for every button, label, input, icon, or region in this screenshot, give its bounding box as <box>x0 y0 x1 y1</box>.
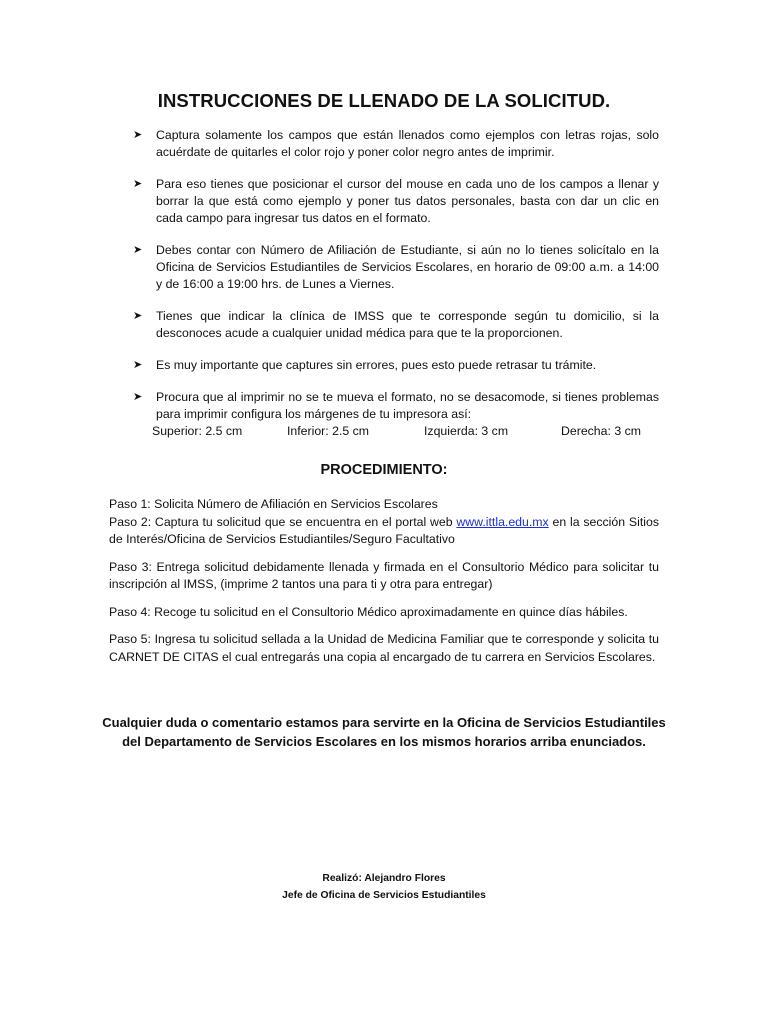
procedure-steps <box>109 496 659 666</box>
margin-left: Izquierda: 3 cm <box>424 424 509 438</box>
list-item <box>133 176 659 227</box>
signature-author: Realizó: Alejandro Flores <box>322 873 446 884</box>
arrow-bullet-icon: ➤ <box>133 129 143 141</box>
portal-link[interactable]: www.ittla.edu.mx <box>456 514 549 529</box>
arrow-bullet-icon: ➤ <box>133 391 143 403</box>
margin-top: Superior: 2.5 cm <box>152 424 243 438</box>
list-item <box>133 242 659 293</box>
arrow-bullet-icon: ➤ <box>133 310 143 322</box>
list-item <box>133 308 659 342</box>
list-item-text: Captura solamente los campos que están llenados como ejemplos con letras rojas, solo acuérdate de quitarles el color rojo y poner color negro antes de imprimir. <box>156 128 659 159</box>
step-1: Paso 1: Solicita Número de Afiliación en Servicios Escolares <box>109 497 438 511</box>
margin-bottom: Inferior: 2.5 cm <box>287 424 370 438</box>
signature-block <box>0 870 768 904</box>
list-item-text: Es muy importante que captures sin errores, pues esto puede retrasar tu trámite. <box>156 358 597 372</box>
step-5: Paso 5: Ingresa tu solicitud sellada a la Unidad de Medicina Familiar que te corresponde y solicita tu CARNET DE CITAS el cual entregarás una copia al encargado de tu carrera en Servicios Escolares. <box>109 632 659 664</box>
step-2-text: Paso 2: Captura tu solicitud que se encuentra en el portal web <box>109 514 457 529</box>
arrow-bullet-icon: ➤ <box>133 178 143 190</box>
list-item <box>133 389 659 440</box>
list-item <box>133 127 659 161</box>
step-2 <box>109 514 659 549</box>
signature-position: Jefe de Oficina de Servicios Estudiantiles <box>282 890 486 901</box>
list-item-text: Tienes que indicar la clínica de IMSS que te corresponde según tu domicilio, si la desconoces acude a cualquier unidad médica para que te la proporcionen. <box>156 309 659 340</box>
document-title: INSTRUCCIONES DE LLENADO DE LA SOLICITUD. <box>157 90 611 111</box>
list-item <box>133 357 659 374</box>
arrow-bullet-icon: ➤ <box>133 244 143 256</box>
margin-right: Derecha: 3 cm <box>561 424 641 438</box>
list-item-text: Debes contar con Número de Afiliación de Estudiante, si aún no lo tienes solicítalo en la Oficina de Servicios Estudiantiles de Servicios Escolares, en horario de 09:00 a.m. a 14:00 y de 16:00 a 19:00 hrs. de Lunes a Viernes. <box>156 243 659 291</box>
print-margins <box>152 423 659 440</box>
step-2-text-after: en la sección Sitios de Interés/Oficina de Servicios Estudiantiles/Seguro Facultativo <box>109 514 659 546</box>
instructions-list <box>133 127 659 440</box>
arrow-bullet-icon: ➤ <box>133 359 143 371</box>
list-item-text: Para eso tienes que posicionar el cursor del mouse en cada uno de los campos a llenar y borrar la que está como ejemplo y poner tus datos personales, basta con dar un clic en cada campo para ingresar tus datos en el formato. <box>156 177 659 225</box>
step-3: Paso 3: Entrega solicitud debidamente llenada y firmada en el Consultorio Médico para solicitar tu inscripción al IMSS, (imprime 2 tantos una para ti y otra para entregar) <box>109 559 659 591</box>
procedure-title: PROCEDIMIENTO: <box>320 462 448 478</box>
list-item-text: Procura que al imprimir no se te mueva el formato, no se desacomode, si tienes problemas para imprimir configura los márgenes de tu impresora así: <box>156 390 659 421</box>
step-4: Paso 4: Recoge tu solicitud en el Consultorio Médico aproximadamente en quince días hábiles. <box>109 604 628 619</box>
closing-message: Cualquier duda o comentario estamos para servirte en la Oficina de Servicios Estudiantiles del Departamento de Servicios Escolares en los mismos horarios arriba enunciados. <box>102 715 666 749</box>
